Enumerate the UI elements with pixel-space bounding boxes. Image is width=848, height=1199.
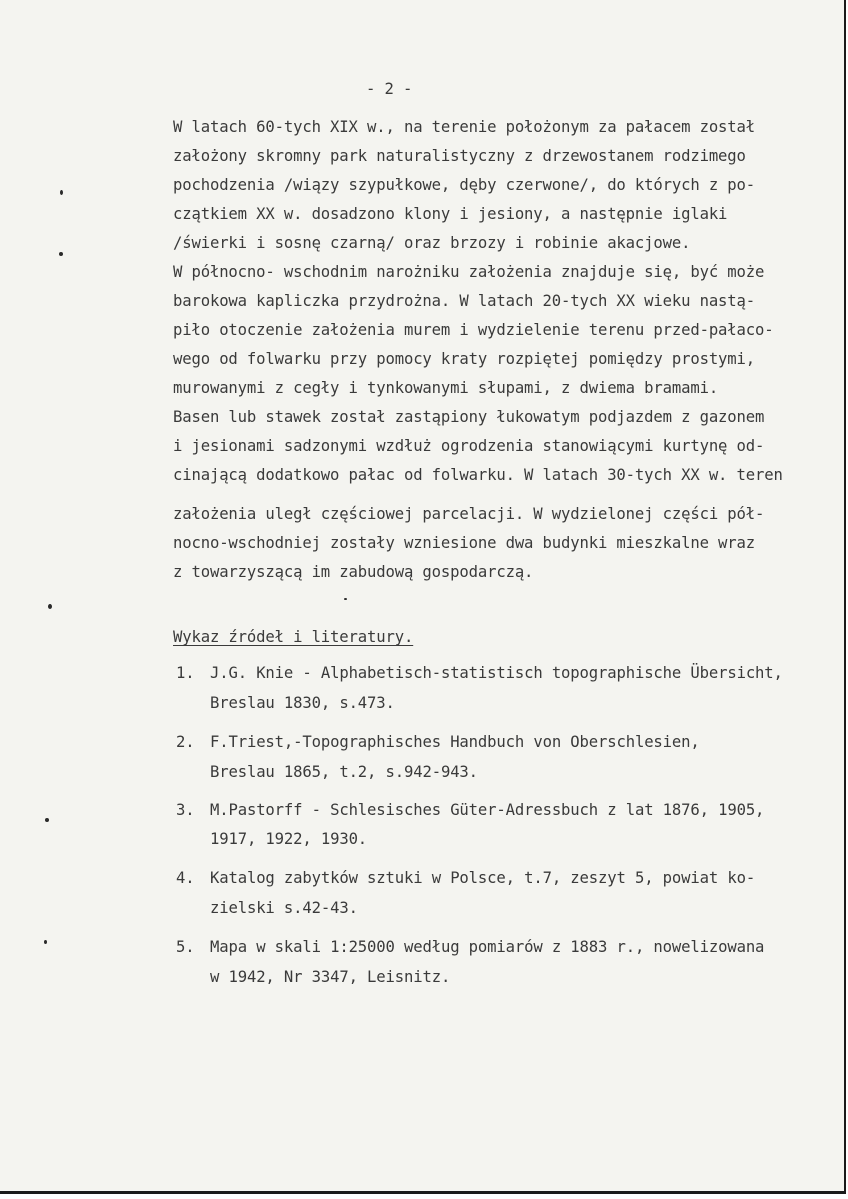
paragraph-line: pochodzenia /wiązy szypułkowe, dęby czerwone/, do których z po- <box>173 176 756 194</box>
margin-speck <box>60 190 63 195</box>
reference-line: M.Pastorff - Schlesisches Güter-Adressbuch z lat 1876, 1905, <box>210 801 765 819</box>
paragraph-line: barokowa kapliczka przydrożna. W latach 20-tych XX wieku nastą- <box>173 292 756 310</box>
paragraph-line: z towarzyszącą im zabudową gospodarczą. <box>173 563 534 581</box>
paragraph-line: W północno- wschodnim narożniku założenia znajduje się, być może <box>173 263 765 281</box>
reference-line: J.G. Knie - Alphabetisch-statistisch topographische Übersicht, <box>210 664 783 682</box>
paragraph-line: i jesionami sadzonymi wzdłuż ogrodzenia stanowiącymi kurtynę od- <box>173 437 765 455</box>
margin-speck <box>48 604 52 609</box>
reference-line: Katalog zabytków sztuki w Polsce, t.7, zeszyt 5, powiat ko- <box>210 869 756 887</box>
reference-line: F.Triest,-Topographisches Handbuch von Oberschlesien, <box>210 733 700 751</box>
paragraph-line: wego od folwarku przy pomocy kraty rozpiętej pomiędzy prostymi, <box>173 350 756 368</box>
paragraph-line: piło otoczenie założenia murem i wydzielenie terenu przed-pałaco- <box>173 321 774 339</box>
margin-speck <box>45 818 49 822</box>
reference-number: 4. <box>176 869 195 887</box>
margin-speck <box>59 252 63 256</box>
paragraph-line: murowanymi z cegły i tynkowanymi słupami, z dwiema bramami. <box>173 379 719 397</box>
margin-speck <box>44 940 47 944</box>
margin-speck <box>344 598 347 600</box>
reference-number: 2. <box>176 733 195 751</box>
reference-number: 3. <box>176 801 195 819</box>
reference-number: 5. <box>176 938 195 956</box>
paragraph-line: założenia uległ częściowej parcelacji. W wydzielonej części pół- <box>173 505 765 523</box>
paragraph-line: Basen lub stawek został zastąpiony łukowatym podjazdem z gazonem <box>173 408 765 426</box>
paragraph-line: cinającą dodatkowo pałac od folwarku. W latach 30-tych XX w. teren <box>173 466 783 484</box>
reference-line: w 1942, Nr 3347, Leisnitz. <box>210 968 451 986</box>
reference-line: zielski s.42-43. <box>210 899 358 917</box>
sources-heading: Wykaz źródeł i literatury. <box>173 628 414 646</box>
paragraph-line: założony skromny park naturalistyczny z drzewostanem rodzimego <box>173 147 746 165</box>
reference-number: 1. <box>176 664 195 682</box>
reference-line: Breslau 1830, s.473. <box>210 694 395 712</box>
paragraph-line: W latach 60-tych XIX w., na terenie położonym za pałacem został <box>173 118 756 136</box>
reference-line: 1917, 1922, 1930. <box>210 830 368 848</box>
paragraph-line: /świerki i sosnę czarną/ oraz brzozy i robinie akacjowe. <box>173 234 691 252</box>
page-number: - 2 - <box>366 80 413 98</box>
reference-line: Breslau 1865, t.2, s.942-943. <box>210 763 478 781</box>
reference-line: Mapa w skali 1:25000 według pomiarów z 1883 r., nowelizowana <box>210 938 765 956</box>
paragraph-line: nocno-wschodniej zostały wzniesione dwa budynki mieszkalne wraz <box>173 534 756 552</box>
paragraph-line: czątkiem XX w. dosadzono klony i jesiony, a następnie iglaki <box>173 205 728 223</box>
